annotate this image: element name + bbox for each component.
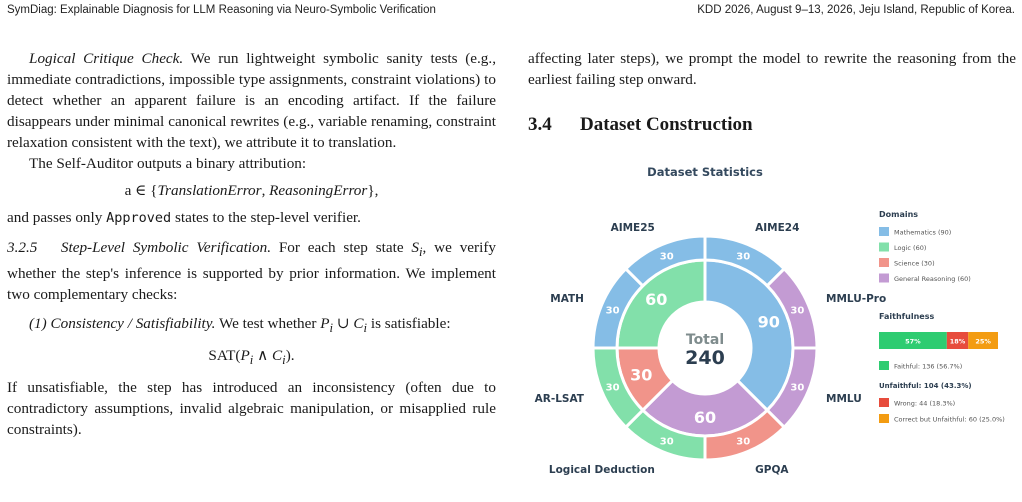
center-value: 240 (685, 347, 725, 369)
var-subscript: i (419, 245, 423, 260)
attribution-equation (7, 180, 496, 201)
section-heading (528, 114, 753, 136)
faithfulness-segment-label: 25% (975, 337, 991, 346)
paragraph-body: We run lightweight symbolic sanity tests (e.g., immediate contradictions, impossible type assignments, constraint violations) to detect whether an apparent failure is an encoding artifact. If the failure disappears under minimal canonical rewrites (e.g., variable renaming, constraint relaxation consistent with the text), we attribute it to translation. (7, 50, 496, 151)
eq-prefix: a ∈ { (124, 182, 158, 199)
legend-label: Mathematics (90) (894, 228, 952, 237)
outer-category-label: AIME25 (610, 221, 655, 234)
center-label: Total (685, 332, 725, 348)
subsection-title: Step-Level Symbolic Verification. (60, 239, 271, 256)
left-column (7, 48, 496, 440)
eq-sat: SAT( (208, 347, 241, 365)
eq-separator: , (261, 182, 270, 199)
eq-translation-error: TranslationError (157, 182, 262, 199)
legend-label: Science (30) (894, 259, 935, 268)
legend-label: General Reasoning (60) (894, 275, 971, 283)
outer-value-label: 30 (659, 251, 674, 263)
inner-value-label: 60 (693, 408, 717, 427)
legend-label: Logic (60) (894, 244, 927, 252)
legend-swatch (879, 258, 889, 267)
unfaithful-swatch (879, 414, 889, 423)
outer-category-label: GPQA (755, 464, 789, 477)
logical-critique-paragraph (7, 48, 496, 153)
text: is satisfiable: (367, 315, 451, 333)
outer-value-label: 30 (659, 436, 674, 448)
continuation-paragraph: affecting later steps), we prompt the model to rewrite the reasoning from the earliest failing step onward. (528, 50, 1016, 88)
sunburst-chart (528, 160, 1016, 477)
set-expression: $P_i$ (320, 315, 334, 336)
legend-swatch (879, 227, 889, 236)
header-venue: KDD 2026, August 9–13, 2026, Jeju Island, Republic of Korea. (697, 4, 1015, 16)
outer-category-label: MATH (550, 292, 584, 305)
text: We test whether (215, 315, 321, 333)
outer-category-label: Logical Deduction (548, 464, 655, 477)
outer-category-label: MMLU (826, 393, 862, 406)
unfaithful-swatch (879, 398, 889, 407)
code-approved: Approved (106, 210, 172, 226)
auditor-output-paragraph: The Self-Auditor outputs a binary attribution: (29, 155, 307, 172)
outer-category-label: AIME24 (755, 221, 800, 234)
right-column (528, 48, 1016, 90)
subsection-paragraph (7, 237, 496, 305)
outer-value-label: 30 (736, 436, 751, 448)
faithfulness-title: Faithfulness (879, 312, 935, 321)
section-number: 3.4 (528, 114, 552, 135)
domains-legend-title: Domains (879, 210, 919, 219)
subsection-number: 3.2.5 (7, 239, 38, 256)
faithfulness-segment-label: 57% (905, 337, 921, 346)
step-state-var: $S_i$ (411, 239, 423, 260)
running-head (0, 0, 1022, 22)
text: and passes only (7, 209, 107, 226)
unsat-paragraph: If unsatisfiable, the step has introduced an inconsistency (often due to contradictory assumptions, invalid algebraic manipulation, or misapplied rule constraints). (7, 379, 496, 439)
legend-swatch (879, 274, 889, 283)
inner-value-label: 30 (630, 365, 653, 385)
faithful-swatch (879, 361, 889, 370)
chart-title: Dataset Statistics (647, 165, 763, 179)
outer-category-label: AR-LSAT (534, 393, 584, 406)
eq-suffix: }, (367, 182, 379, 199)
outer-value-label: 30 (605, 382, 620, 394)
text: , we verify whether the step's inference is supported by prior information. We implement two complementary checks: (7, 239, 496, 304)
eq-reasoning-error: ReasoningError (269, 182, 368, 199)
inner-value-label: 60 (645, 290, 668, 310)
outer-value-label: 30 (605, 305, 620, 317)
unfaithful-item-label: Wrong: 44 (18.3%) (894, 399, 956, 408)
consistency-check-paragraph: (1) Consistency / Satisfiability. We test whether $P_i$ ∪ $C_i$ is satisfiable: (29, 315, 451, 336)
text: For each step state (271, 239, 412, 256)
approved-paragraph (7, 207, 496, 229)
outer-value-label: 30 (790, 305, 805, 317)
check-title: (1) Consistency / Satisfiability. (29, 315, 216, 333)
legend-swatch (879, 243, 889, 252)
outer-value-label: 30 (790, 382, 805, 394)
section-title: Dataset Construction (580, 114, 753, 135)
sat-equation: $SAT(P_i$ ∧ $C_i$). (208, 347, 295, 368)
faithfulness-segment-label: 18% (949, 337, 966, 346)
paragraph-heading: Logical Critique Check. (29, 50, 184, 67)
text: states to the step-level verifier. (171, 209, 361, 226)
dataset-statistics-figure (528, 160, 1016, 477)
inner-value-label: 90 (757, 312, 780, 332)
outer-value-label: 30 (736, 251, 751, 263)
header-paper-title: SymDiag: Explainable Diagnosis for LLM Reasoning via Neuro-Symbolic Verification (7, 4, 436, 16)
outer-category-label: MMLU-Pro (826, 292, 887, 305)
unfaithful-item-label: Correct but Unfaithful: 60 (25.0%) (894, 415, 1005, 424)
eq-end: ). (285, 347, 295, 365)
faithful-label: Faithful: 136 (56.7%) (894, 362, 963, 371)
unfaithful-label: Unfaithful: 104 (43.3%) (879, 382, 972, 390)
